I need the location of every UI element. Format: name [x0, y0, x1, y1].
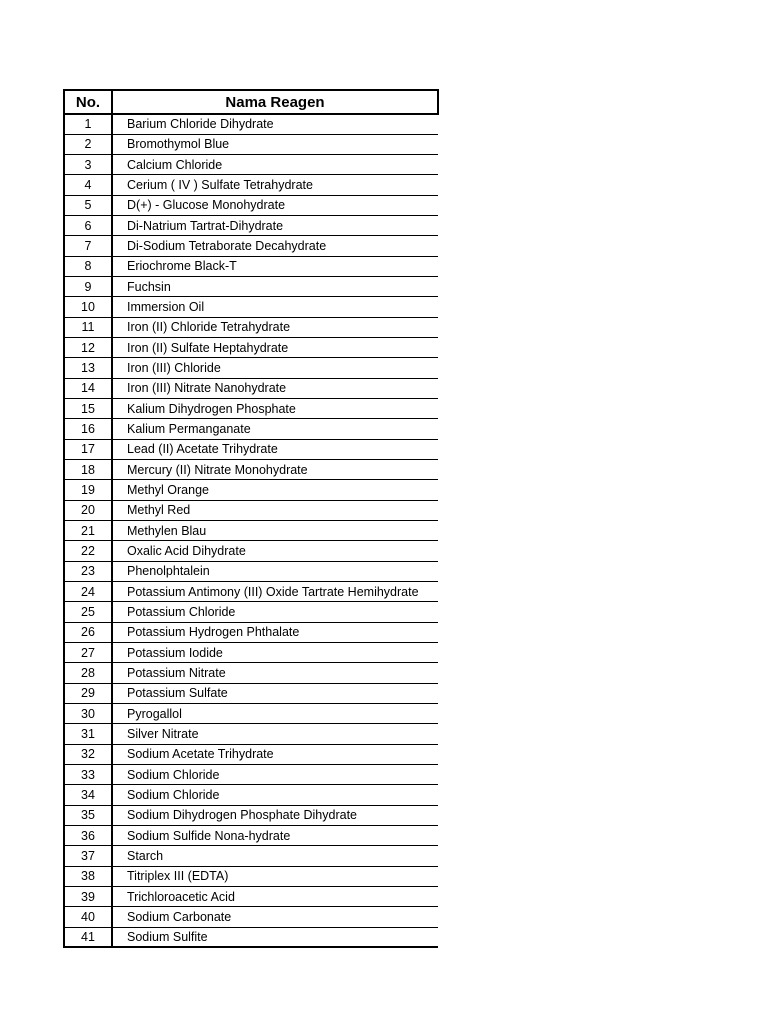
row-number-cell: 27 [64, 643, 112, 663]
table-row [64, 744, 438, 764]
table-row [64, 683, 438, 703]
table-row [64, 602, 438, 622]
reagent-table [63, 89, 439, 948]
table-row [64, 622, 438, 642]
row-number-cell: 10 [64, 297, 112, 317]
reagent-name-cell: Silver Nitrate [112, 724, 438, 744]
row-number-cell: 29 [64, 683, 112, 703]
reagent-name-cell: Eriochrome Black-T [112, 256, 438, 276]
row-number-cell: 14 [64, 378, 112, 398]
table-row [64, 541, 438, 561]
row-number-cell: 41 [64, 927, 112, 947]
reagent-name-cell: Di-Sodium Tetraborate Decahydrate [112, 236, 438, 256]
reagent-name-cell: Immersion Oil [112, 297, 438, 317]
reagent-name-cell: Potassium Hydrogen Phthalate [112, 622, 438, 642]
row-number-cell: 1 [64, 114, 112, 134]
row-number-cell: 40 [64, 907, 112, 927]
table-row [64, 866, 438, 886]
reagent-name-cell: Iron (III) Nitrate Nanohydrate [112, 378, 438, 398]
reagent-name-cell: Trichloroacetic Acid [112, 886, 438, 906]
row-number-cell: 5 [64, 195, 112, 215]
table-row [64, 399, 438, 419]
reagent-name-cell: Potassium Iodide [112, 643, 438, 663]
reagent-name-cell: Sodium Dihydrogen Phosphate Dihydrate [112, 805, 438, 825]
row-number-cell: 38 [64, 866, 112, 886]
table-row [64, 216, 438, 236]
table-row [64, 317, 438, 337]
reagent-name-cell: Bromothymol Blue [112, 134, 438, 154]
reagent-name-cell: Iron (II) Chloride Tetrahydrate [112, 317, 438, 337]
reagent-name-cell: Potassium Sulfate [112, 683, 438, 703]
row-number-cell: 26 [64, 622, 112, 642]
table-row [64, 846, 438, 866]
table-row [64, 155, 438, 175]
row-number-cell: 30 [64, 704, 112, 724]
table-row [64, 643, 438, 663]
table-row [64, 134, 438, 154]
row-number-cell: 7 [64, 236, 112, 256]
table-row [64, 521, 438, 541]
reagent-name-cell: Potassium Chloride [112, 602, 438, 622]
row-number-cell: 36 [64, 825, 112, 845]
table-row [64, 561, 438, 581]
table-row [64, 358, 438, 378]
table-row [64, 886, 438, 906]
row-number-cell: 11 [64, 317, 112, 337]
reagent-name-cell: Di-Natrium Tartrat-Dihydrate [112, 216, 438, 236]
reagent-name-cell: Pyrogallol [112, 704, 438, 724]
table-row [64, 236, 438, 256]
reagent-table-container [63, 89, 437, 948]
row-number-cell: 32 [64, 744, 112, 764]
reagent-name-cell: Methylen Blau [112, 521, 438, 541]
reagent-name-cell: Potassium Antimony (III) Oxide Tartrate Hemihydrate [112, 582, 438, 602]
reagent-name-cell: Iron (III) Chloride [112, 358, 438, 378]
reagent-name-cell: Sodium Sulfite [112, 927, 438, 947]
row-number-cell: 35 [64, 805, 112, 825]
row-number-cell: 17 [64, 439, 112, 459]
reagent-name-cell: Starch [112, 846, 438, 866]
reagent-name-cell: Lead (II) Acetate Trihydrate [112, 439, 438, 459]
reagent-name-cell: Methyl Orange [112, 480, 438, 500]
table-row [64, 338, 438, 358]
reagent-name-cell: Sodium Acetate Trihydrate [112, 744, 438, 764]
reagent-name-cell: Mercury (II) Nitrate Monohydrate [112, 460, 438, 480]
table-body [64, 114, 438, 947]
row-number-cell: 37 [64, 846, 112, 866]
row-number-cell: 18 [64, 460, 112, 480]
row-number-cell: 12 [64, 338, 112, 358]
reagent-name-cell: Iron (II) Sulfate Heptahydrate [112, 338, 438, 358]
row-number-cell: 34 [64, 785, 112, 805]
table-row [64, 460, 438, 480]
row-number-cell: 23 [64, 561, 112, 581]
row-number-cell: 16 [64, 419, 112, 439]
reagent-name-cell: Cerium ( IV ) Sulfate Tetrahydrate [112, 175, 438, 195]
row-number-cell: 33 [64, 765, 112, 785]
row-number-cell: 8 [64, 256, 112, 276]
table-row [64, 256, 438, 276]
row-number-cell: 39 [64, 886, 112, 906]
table-row [64, 704, 438, 724]
reagent-name-cell: Methyl Red [112, 500, 438, 520]
row-number-cell: 15 [64, 399, 112, 419]
row-number-cell: 4 [64, 175, 112, 195]
row-number-cell: 20 [64, 500, 112, 520]
row-number-cell: 24 [64, 582, 112, 602]
row-number-cell: 25 [64, 602, 112, 622]
row-number-cell: 28 [64, 663, 112, 683]
reagent-name-cell: Phenolphtalein [112, 561, 438, 581]
row-number-cell: 2 [64, 134, 112, 154]
reagent-name-cell: Barium Chloride Dihydrate [112, 114, 438, 134]
column-header-name: Nama Reagen [112, 90, 438, 114]
reagent-name-cell: Calcium Chloride [112, 155, 438, 175]
table-row [64, 785, 438, 805]
reagent-name-cell: Fuchsin [112, 277, 438, 297]
row-number-cell: 22 [64, 541, 112, 561]
reagent-name-cell: Sodium Chloride [112, 785, 438, 805]
table-row [64, 663, 438, 683]
reagent-name-cell: D(+) - Glucose Monohydrate [112, 195, 438, 215]
table-row [64, 175, 438, 195]
table-row [64, 480, 438, 500]
table-row [64, 277, 438, 297]
row-number-cell: 9 [64, 277, 112, 297]
table-row [64, 927, 438, 947]
table-header-row [64, 90, 438, 114]
table-row [64, 765, 438, 785]
reagent-name-cell: Potassium Nitrate [112, 663, 438, 683]
table-row [64, 378, 438, 398]
table-row [64, 439, 438, 459]
reagent-name-cell: Sodium Carbonate [112, 907, 438, 927]
table-row [64, 500, 438, 520]
row-number-cell: 6 [64, 216, 112, 236]
table-row [64, 419, 438, 439]
reagent-name-cell: Oxalic Acid Dihydrate [112, 541, 438, 561]
row-number-cell: 13 [64, 358, 112, 378]
row-number-cell: 3 [64, 155, 112, 175]
reagent-name-cell: Sodium Chloride [112, 765, 438, 785]
table-row [64, 195, 438, 215]
table-row [64, 297, 438, 317]
table-row [64, 724, 438, 744]
column-header-no: No. [64, 90, 112, 114]
row-number-cell: 31 [64, 724, 112, 744]
reagent-name-cell: Kalium Dihydrogen Phosphate [112, 399, 438, 419]
table-row [64, 907, 438, 927]
table-row [64, 114, 438, 134]
reagent-name-cell: Sodium Sulfide Nona-hydrate [112, 825, 438, 845]
table-row [64, 825, 438, 845]
row-number-cell: 19 [64, 480, 112, 500]
reagent-name-cell: Kalium Permanganate [112, 419, 438, 439]
row-number-cell: 21 [64, 521, 112, 541]
table-row [64, 582, 438, 602]
table-row [64, 805, 438, 825]
reagent-name-cell: Titriplex III (EDTA) [112, 866, 438, 886]
